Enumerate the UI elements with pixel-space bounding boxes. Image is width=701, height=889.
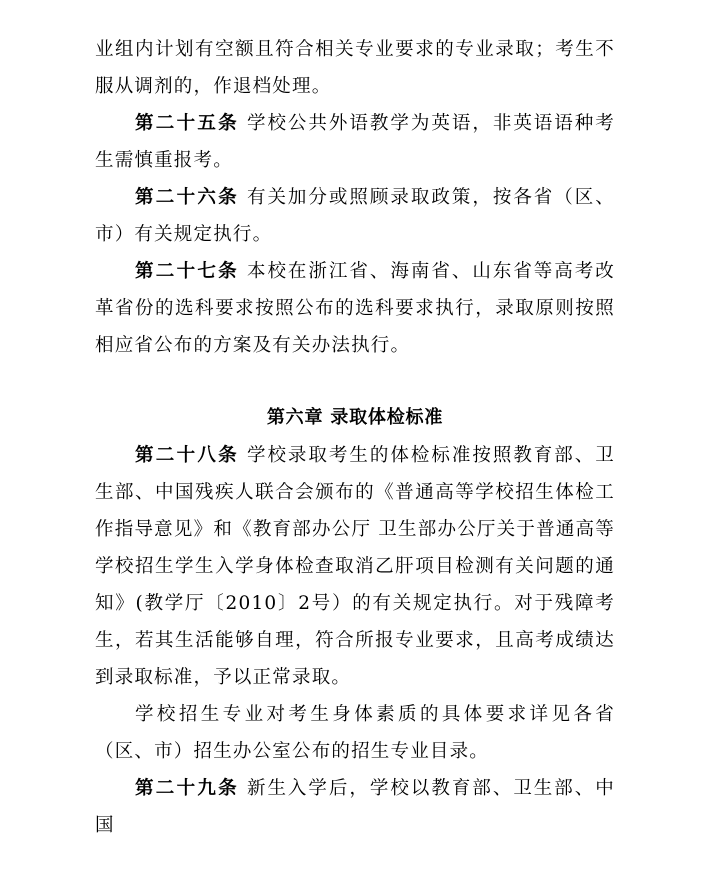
article-number: 第二十七条 bbox=[135, 261, 239, 282]
article-text: 本校在浙江省、海南省、山东省等高考改革省份的选科要求按照公布的选科要求执行，录取原则按照相应省公布的方案及有关办法执行。 bbox=[95, 261, 615, 356]
article-text: 学校公共外语教学为英语，非英语语种考生需慎重报考。 bbox=[95, 113, 615, 171]
body-text-top bbox=[95, 31, 615, 364]
article-25 bbox=[95, 105, 615, 179]
article-text: 学校录取考生的体检标准按照教育部、卫生部、中国残疾人联合会颁布的《普通高等学校招生体检工作指导意见》和《教育部办公厅 卫生部办公厅关于普通高等学校招生学生入学身体检查取消乙肝项目检测有关问题的通知》(教学厅〔2010〕2号）的有关规定执行。对于残障考生，若其生活能够自理，符合所报专业要求，且高考成绩达到录取标准，予以正常录取。 bbox=[95, 445, 615, 688]
article-text: 有关加分或照顾录取政策，按各省（区、市）有关规定执行。 bbox=[95, 187, 615, 245]
paragraph-plain: 学校招生专业对考生身体素质的具体要求详见各省（区、市）招生办公室公布的招生专业目录。 bbox=[95, 704, 615, 762]
article-27 bbox=[95, 253, 615, 364]
article-text: 新生入学后，学校以教育部、卫生部、中国 bbox=[95, 778, 615, 836]
body-text-bottom bbox=[95, 437, 615, 844]
article-29 bbox=[95, 770, 615, 844]
article-number: 第二十九条 bbox=[135, 778, 239, 799]
article-26 bbox=[95, 179, 615, 253]
article-28 bbox=[95, 437, 615, 696]
paragraph-continuation: 业组内计划有空额且符合相关专业要求的专业录取；考生不服从调剂的，作退档处理。 bbox=[95, 39, 615, 97]
chapter-title: 第六章 录取体检标准 bbox=[266, 407, 444, 428]
article-number: 第二十五条 bbox=[135, 113, 239, 134]
article-number: 第二十六条 bbox=[135, 187, 239, 208]
article-number: 第二十八条 bbox=[135, 445, 239, 466]
